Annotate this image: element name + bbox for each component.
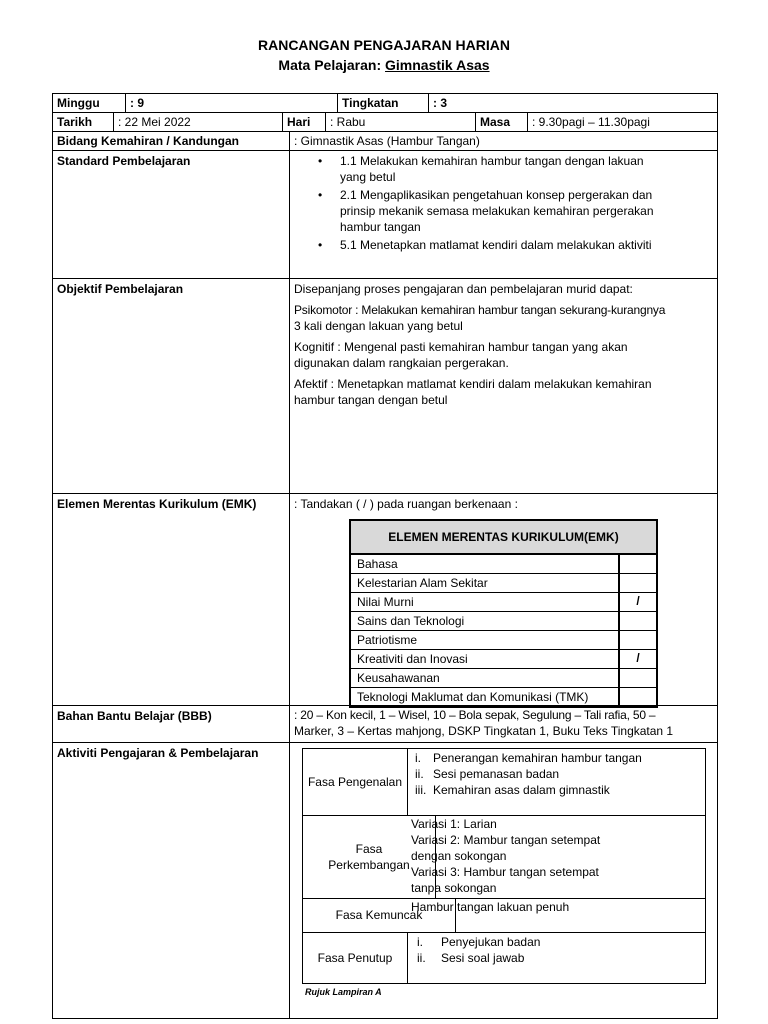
- phase-body: i. Penerangan kemahiran hambur tangan ii. Sesi pemanasan badan iii. Kemahiran asas dalam gimnastik: [415, 751, 642, 797]
- subject-value: Gimnastik Asas: [385, 57, 490, 73]
- emk-row: Teknologi Maklumat dan Komunikasi (TMK): [351, 688, 656, 706]
- standard-item: • 5.1 Menetapkan matlamat kendiri dalam melakukan aktiviti: [318, 238, 652, 252]
- masa-value: : 9.30pagi – 11.30pagi: [532, 115, 650, 129]
- standard-item: • 2.1 Mengaplikasikan pengetahuan konsep pergerakan dan prinsip mekanik semasa melakukan kemahiran pergerakan hambur tangan: [318, 188, 654, 234]
- aktiviti-label: Aktiviti Pengajaran & Pembelajaran: [57, 746, 259, 760]
- aktiviti-table: [302, 748, 706, 984]
- emk-row: Nilai Murni /: [351, 593, 656, 612]
- emk-table: [349, 519, 658, 708]
- phase-row: [303, 932, 705, 983]
- objektif-content: [290, 280, 718, 409]
- emk-label: Elemen Merentas Kurikulum (EMK): [57, 497, 257, 511]
- minggu-value: : 9: [130, 96, 145, 110]
- objektif-psikomotor: Psikomotor : Melakukan kemahiran hambur tangan sekurang-kurangnya 3 kali dengan lakuan yang betul: [294, 303, 666, 333]
- page-title: RANCANGAN PENGAJARAN HARIAN: [257, 37, 510, 53]
- standard-label: Standard Pembelajaran: [57, 154, 191, 168]
- phase-name: Fasa Perkembangan: [303, 815, 436, 898]
- emk-checkbox: [620, 612, 656, 630]
- emk-checkbox: [620, 669, 656, 687]
- phase-body: Variasi 1: Larian Variasi 2: Mambur tangan setempat dengan sokongan Variasi 3: Hambur tangan setempat tanpa sokongan: [411, 817, 601, 895]
- bidang-value: : Gimnastik Asas (Hambur Tangan): [294, 134, 480, 148]
- bbb-content: : 20 – Kon kecil, 1 – Wisel, 10 – Bola sepak, Segulung – Tali rafia, 50 – Marker, 3 – Kertas mahjong, DSKP Tingkatan 1, Buku Teks Tingkatan 1: [294, 708, 674, 738]
- emk-checkbox: [620, 631, 656, 649]
- footnote: Rujuk Lampiran A: [305, 987, 382, 997]
- phase-name: Fasa Penutup: [303, 932, 408, 983]
- bidang-label: Bidang Kemahiran / Kandungan: [57, 134, 240, 148]
- objektif-kognitif: Kognitif : Mengenal pasti kemahiran hambur tangan yang akan digunakan dalam rangkaian pergerakan.: [294, 340, 628, 370]
- objektif-label: Objektif Pembelajaran: [57, 282, 184, 296]
- emk-row: Kelestarian Alam Sekitar: [351, 574, 656, 593]
- emk-instruction: : Tandakan ( / ) pada ruangan berkenaan :: [294, 497, 518, 511]
- emk-checkbox: [620, 555, 656, 573]
- hari-value: : Rabu: [330, 115, 366, 129]
- emk-checkbox: [620, 574, 656, 592]
- phase-name: Fasa Kemuncak: [303, 898, 456, 932]
- tingkatan-label: Tingkatan: [342, 96, 399, 110]
- emk-row: Kreativiti dan Inovasi /: [351, 650, 656, 669]
- tarikh-value: : 22 Mei 2022: [118, 115, 191, 129]
- emk-row: Patriotisme: [351, 631, 656, 650]
- emk-row: Bahasa: [351, 555, 656, 574]
- phase-body: Hambur tangan lakuan penuh: [411, 900, 570, 914]
- objektif-afektif: Afektif : Menetapkan matlamat kendiri dalam melakukan kemahiran hambur tangan dengan betul: [294, 377, 652, 407]
- tarikh-label: Tarikh: [57, 115, 93, 129]
- emk-checkbox: /: [636, 594, 640, 608]
- phase-row: [303, 898, 705, 933]
- standard-item: • 1.1 Melakukan kemahiran hambur tangan dengan lakuan yang betul: [318, 154, 644, 184]
- subject-label: Mata Pelajaran:: [278, 57, 382, 73]
- standard-list: [290, 152, 716, 256]
- emk-checkbox: /: [636, 651, 640, 665]
- tingkatan-value: : 3: [433, 96, 448, 110]
- phase-body: i. Penyejukan badan ii. Sesi soal jawab: [417, 935, 541, 965]
- phase-row: [303, 749, 705, 816]
- masa-label: Masa: [480, 115, 511, 129]
- phase-row: [303, 815, 705, 899]
- emk-row: Keusahawanan: [351, 669, 656, 688]
- objektif-intro: Disepanjang proses pengajaran dan pembelajaran murid dapat:: [294, 282, 633, 296]
- hari-label: Hari: [287, 115, 311, 129]
- bbb-label: Bahan Bantu Belajar (BBB): [57, 709, 212, 723]
- phase-name: Fasa Pengenalan: [303, 749, 408, 815]
- subject-line: [0, 57, 768, 73]
- emk-table-header: ELEMEN MERENTAS KURIKULUM(EMK): [351, 521, 656, 555]
- emk-row: Sains dan Teknologi: [351, 612, 656, 631]
- minggu-label: Minggu: [57, 96, 100, 110]
- emk-checkbox: [620, 688, 656, 706]
